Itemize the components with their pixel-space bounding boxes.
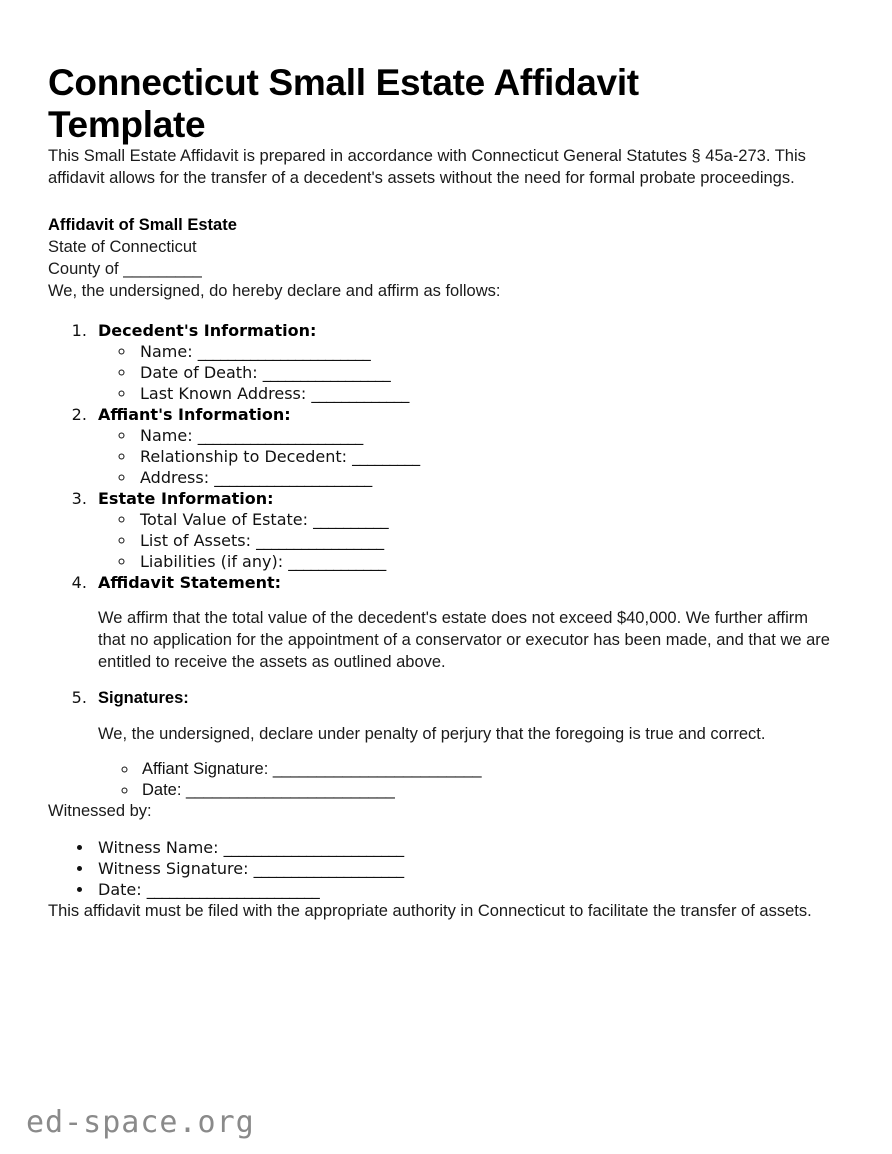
signatures-label: Signatures: bbox=[98, 689, 189, 708]
field-affiant-signature bbox=[138, 759, 834, 780]
list-item-decedent-information bbox=[92, 321, 834, 405]
field-label: Date: bbox=[98, 880, 147, 900]
list-item-affiant-information bbox=[92, 405, 834, 489]
field-label: Relationship to Decedent: bbox=[140, 447, 353, 467]
field-blank[interactable]: _________ bbox=[352, 447, 420, 467]
closing-paragraph: This affidavit must be filed with the appropriate authority in Connecticut to facilitate the transfer of assets. bbox=[48, 901, 812, 920]
field-affiant-relationship-to-decedent bbox=[136, 447, 834, 468]
field-blank[interactable]: _______________________ bbox=[146, 880, 320, 900]
field-total-value-of-estate bbox=[136, 510, 834, 531]
field-blank[interactable]: _______________________ bbox=[197, 342, 371, 361]
list-item-estate-information bbox=[92, 489, 834, 573]
field-label: Witness Name: bbox=[98, 837, 224, 857]
affiant-information-label: Affiant's Information: bbox=[98, 404, 291, 424]
field-label: Address: bbox=[140, 468, 215, 488]
field-blank[interactable]: ________________________ bbox=[272, 760, 482, 779]
field-label: Last Known Address: bbox=[140, 383, 312, 403]
affidavit-statement-text: We affirm that the total value of the decedent's estate does not exceed $40,000. We further affirm that no application for the appointment of a conservator or executor has been made, and that we are entitled to receive the assets as outlined above. bbox=[98, 609, 830, 672]
field-blank[interactable]: _________________ bbox=[262, 362, 391, 382]
field-blank[interactable]: _____________ bbox=[288, 552, 386, 572]
field-label: Date: bbox=[142, 781, 187, 800]
field-label: Liabilities (if any): bbox=[140, 552, 289, 572]
witness-fields-list bbox=[48, 837, 834, 901]
section-heading-affidavit-of-small-estate: Affidavit of Small Estate bbox=[48, 216, 237, 235]
field-decedent-name bbox=[136, 342, 834, 363]
field-witness-signature bbox=[94, 858, 834, 879]
site-watermark: ed-space.org bbox=[26, 1105, 255, 1140]
field-liabilities bbox=[136, 552, 834, 573]
signature-fields-list bbox=[98, 759, 834, 801]
field-decedent-date-of-death bbox=[136, 363, 834, 384]
field-signature-date bbox=[138, 780, 834, 801]
estate-fields-list bbox=[98, 510, 834, 573]
field-affiant-address bbox=[136, 468, 834, 489]
affidavit-numbered-list bbox=[48, 321, 834, 801]
affidavit-statement-label: Affidavit Statement: bbox=[98, 573, 282, 593]
witnessed-by-label: Witnessed by: bbox=[48, 802, 152, 821]
affiant-fields-list bbox=[98, 426, 834, 489]
field-blank[interactable]: _____________ bbox=[311, 383, 409, 403]
field-blank[interactable]: ________________________ bbox=[186, 781, 395, 800]
field-decedent-last-known-address bbox=[136, 384, 834, 405]
field-blank[interactable]: ______________________ bbox=[197, 426, 363, 446]
field-blank[interactable]: __________ bbox=[313, 510, 389, 530]
field-label: Total Value of Estate: bbox=[140, 510, 314, 530]
field-blank[interactable]: ____________________ bbox=[253, 859, 404, 879]
page-title: Connecticut Small Estate Affidavit Template bbox=[48, 62, 639, 145]
county-label: County of bbox=[48, 259, 124, 278]
field-blank[interactable]: _________________ bbox=[256, 531, 384, 551]
list-item-affidavit-statement bbox=[92, 573, 834, 674]
declaration-lead-in: We, the undersigned, do hereby declare and affirm as follows: bbox=[48, 281, 501, 300]
field-label: Affiant Signature: bbox=[142, 760, 273, 779]
field-affiant-name bbox=[136, 426, 834, 447]
field-blank[interactable]: ________________________ bbox=[223, 837, 404, 857]
county-line bbox=[48, 259, 834, 281]
field-list-of-assets bbox=[136, 531, 834, 552]
field-label: Name: bbox=[140, 342, 198, 361]
intro-paragraph: This Small Estate Affidavit is prepared in accordance with Connecticut General Statutes § 45a-273. This affidavit allows for the transfer of a decedent's assets without the need for formal probate proceedings. bbox=[48, 146, 806, 187]
signatures-text: We, the undersigned, declare under penalty of perjury that the foregoing is true and correct. bbox=[98, 724, 766, 743]
field-label: Date of Death: bbox=[140, 362, 263, 382]
field-witness-date bbox=[94, 879, 834, 900]
field-blank[interactable]: _____________________ bbox=[214, 468, 372, 488]
decedent-information-label: Decedent's Information: bbox=[98, 320, 317, 340]
field-label: Name: bbox=[140, 426, 198, 446]
estate-information-label: Estate Information: bbox=[98, 489, 274, 508]
decedent-fields-list bbox=[98, 342, 834, 405]
field-label: List of Assets: bbox=[140, 531, 257, 551]
county-blank-field[interactable]: _________ bbox=[123, 259, 202, 278]
list-item-signatures bbox=[92, 688, 834, 801]
field-witness-name bbox=[94, 837, 834, 858]
field-label: Witness Signature: bbox=[98, 859, 254, 879]
state-line: State of Connecticut bbox=[48, 237, 197, 256]
